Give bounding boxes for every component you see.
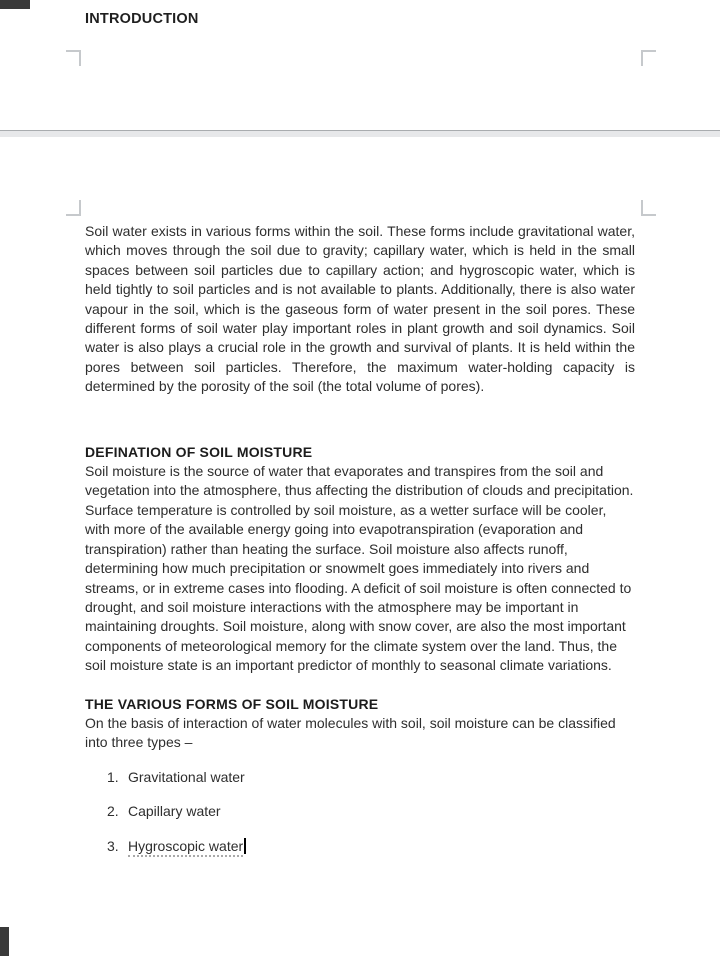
- list-item-label[interactable]: Capillary water: [128, 803, 221, 820]
- list-item-label[interactable]: Hygroscopic water: [128, 838, 243, 857]
- intro-heading[interactable]: INTRODUCTION: [85, 11, 199, 27]
- heading-various-forms-of-soil-moisture[interactable]: THE VARIOUS FORMS OF SOIL MOISTURE: [85, 695, 379, 712]
- margin-corner-mark: [66, 200, 81, 216]
- list-item[interactable]: [85, 802, 635, 821]
- page-2[interactable]: [0, 137, 720, 956]
- margin-corner-mark: [641, 50, 656, 66]
- list-number: 2.: [107, 803, 119, 820]
- list-item[interactable]: [85, 837, 635, 856]
- edge-ui-fragment-bottom-left: [0, 927, 9, 956]
- paragraph-soil-moisture-definition[interactable]: Soil moisture is the source of water that evaporates and transpires from the soil and vegetation into the atmosphere, thus affecting the distribution of clouds and precipitation. Surface temperature is controlled by soil moisture, as a wetter surface will be cooler, with more of the available energy going into evapotranspiration (evaporation and transpiration) rather than heating the surface. Soil moisture also affects runoff, determining how much precipitation or snowmelt goes immediately into rivers and streams, or in extreme cases into flooding. A deficit of soil moisture is often connected to drought, and soil moisture interactions with the atmosphere may be important in maintaining droughts. Soil moisture, along with snow cover, are also the most important components of meteorological memory for the climate system over the land. Thus, the soil moisture state is an important predictor of monthly to seasonal climate variations.: [85, 463, 634, 674]
- page-1[interactable]: [0, 0, 720, 131]
- heading-defination-of-soil-moisture[interactable]: DEFINATION OF SOIL MOISTURE: [85, 443, 313, 460]
- margin-corner-mark: [641, 200, 656, 216]
- list-number: 1.: [107, 768, 119, 785]
- paragraph-classification-intro[interactable]: On the basis of interaction of water molecules with soil, soil moisture can be classified into three types –: [85, 714, 616, 751]
- document-body[interactable]: [85, 222, 635, 856]
- margin-corner-mark: [66, 50, 81, 66]
- list-number: 3.: [107, 837, 119, 854]
- list-item-label[interactable]: Gravitational water: [128, 768, 245, 785]
- text-cursor: [244, 838, 246, 854]
- list-item[interactable]: [85, 768, 635, 787]
- edge-ui-fragment-top-left: [0, 0, 30, 9]
- soil-moisture-types-list: [85, 768, 635, 856]
- paragraph-soil-water-forms[interactable]: Soil water exists in various forms within the soil. These forms include gravitational water, which moves through the soil due to gravity; capillary water, which is held in the small spaces between soil particles due to capillary action; and hygroscopic water, which is held tightly to soil particles and is not available to plants. Additionally, there is also water vapour in the soil, which is the gaseous form of water present in the soil pores. These different forms of soil water play important roles in plant growth and soil dynamics. Soil water is also plays a crucial role in the growth and survival of plants. It is held within the pores between soil particles. Therefore, the maximum water-holding capacity is determined by the porosity of the soil (the total volume of pores).: [85, 223, 635, 395]
